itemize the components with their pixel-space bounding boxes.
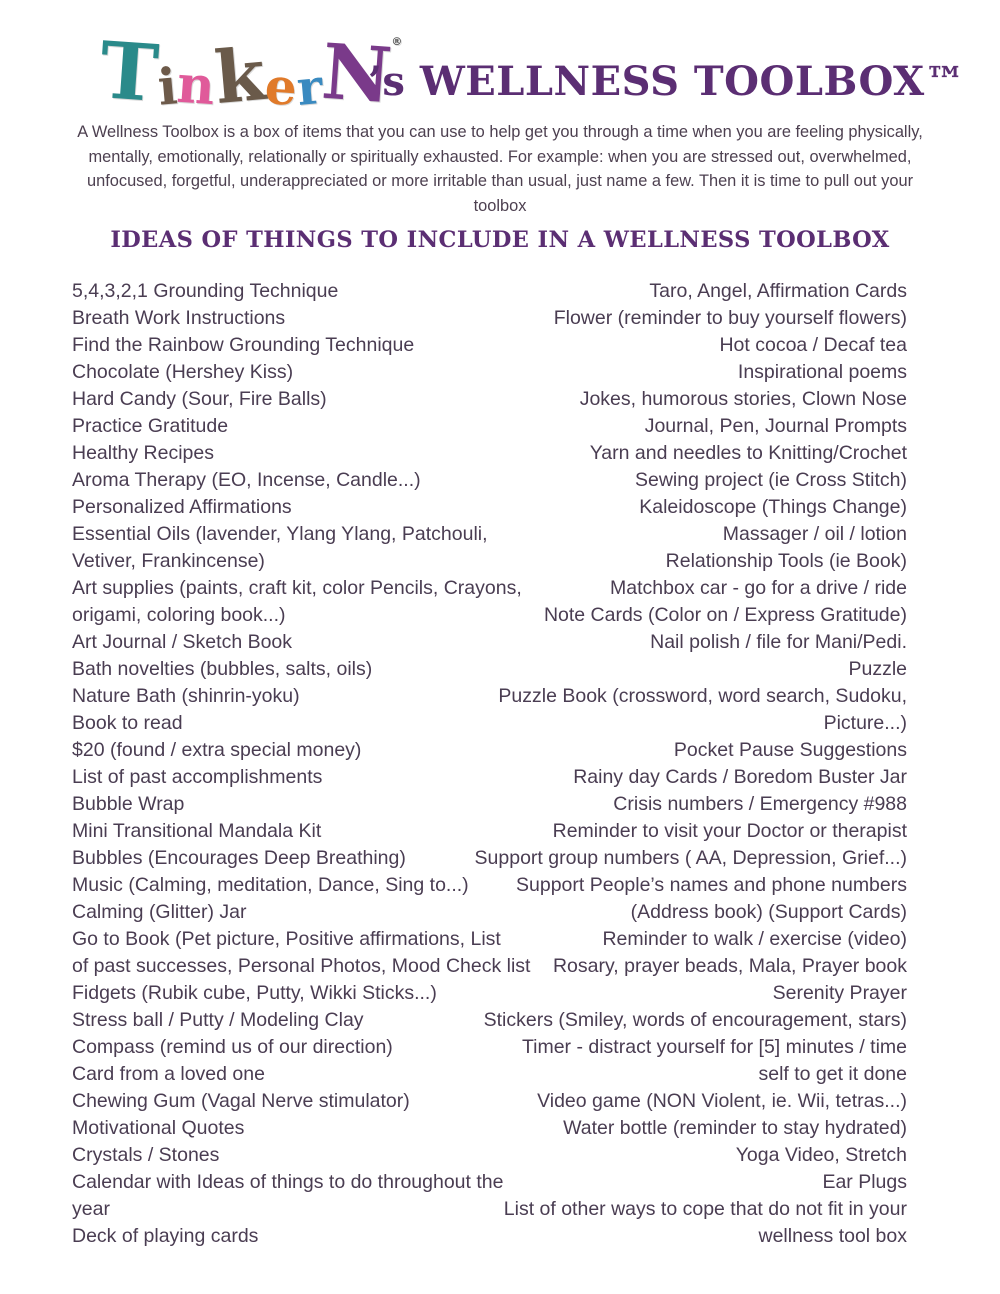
right-list-item: Note Cards (Color on / Express Gratitude): [543, 604, 907, 626]
left-list-item: Calming (Glitter) Jar: [72, 901, 247, 923]
left-list-item: Go to Book (Pet picture, Positive affirmations, List: [72, 928, 501, 950]
left-list-item: Breath Work Instructions: [72, 307, 286, 329]
right-list-item: Kaleidoscope (Things Change): [639, 496, 907, 518]
logo-letter: r: [294, 59, 325, 117]
left-list-item: Healthy Recipes: [72, 442, 214, 464]
left-list-item: Book to read: [72, 712, 183, 734]
right-list-item: Pocket Pause Suggestions: [673, 739, 907, 761]
left-list-item: Bubble Wrap: [72, 793, 185, 815]
left-list-item: Art supplies (paints, craft kit, color Pencils, Crayons,: [72, 577, 522, 599]
left-list-item: Music (Calming, meditation, Dance, Sing to...): [72, 874, 469, 896]
right-list-item: Crisis numbers / Emergency #988: [613, 793, 907, 815]
right-list-item: Massager / oil / lotion: [722, 523, 907, 545]
left-list-item: Practice Gratitude: [72, 415, 229, 437]
right-list-item: Yoga Video, Stretch: [735, 1144, 907, 1166]
right-list-item: Water bottle (reminder to stay hydrated): [563, 1117, 907, 1139]
left-list-item: origami, coloring book...): [72, 604, 286, 626]
right-list-item: List of other ways to cope that do not fit in your: [503, 1198, 907, 1220]
right-list-item: Stickers (Smiley, words of encouragement, stars): [483, 1009, 907, 1031]
intro-paragraph: A Wellness Toolbox is a box of items that you can use to help get you through a time when you are feeling physically, mentally, emotionally, relationally or spiritually exhausted. For example: when you are stressed out, overwhelmed, unfocused, forgetful, underappreciated or more irritable than usual, just name a few. Then it is time to pull out your toolbox: [77, 123, 923, 215]
left-list-item: Vetiver, Frankincense): [72, 550, 265, 572]
left-list-item: Card from a loved one: [72, 1063, 265, 1085]
left-list-item: Motivational Quotes: [72, 1117, 245, 1139]
logo-letter: i: [155, 56, 180, 117]
left-list-item: Crystals / Stones: [72, 1144, 220, 1166]
logo-letter: T: [96, 25, 162, 120]
page-title: ’s WELLNESS TOOLBOX™: [368, 58, 966, 105]
right-list-item: Yarn and needles to Knitting/Crochet: [589, 442, 907, 464]
left-list-item: Nature Bath (shinrin-yoku): [72, 685, 300, 707]
right-list-item: Serenity Prayer: [772, 982, 907, 1004]
right-list-item: wellness tool box: [758, 1225, 907, 1247]
right-list-item: Puzzle Book (crossword, word search, Sudoku,: [498, 685, 907, 707]
right-list-item: Matchbox car - go for a drive / ride: [610, 577, 907, 599]
right-list-item: Taro, Angel, Affirmation Cards: [649, 280, 907, 302]
left-item-list: [72, 278, 531, 1250]
right-list-item: Rainy day Cards / Boredom Buster Jar: [573, 766, 907, 788]
right-list-item: Ear Plugs: [822, 1171, 907, 1193]
logo-letter: N: [318, 26, 395, 121]
logo-letter: e: [262, 55, 299, 118]
right-list-item: Flower (reminder to buy yourself flowers): [553, 307, 907, 329]
right-list-item: Jokes, humorous stories, Clown Nose: [579, 388, 907, 410]
right-list-item: Picture...): [823, 712, 907, 734]
right-list-item: Inspirational poems: [737, 361, 907, 383]
section-heading: IDEAS OF THINGS TO INCLUDE IN A WELLNESS TOOLBOX: [110, 227, 890, 253]
right-list-item: Video game (NON Violent, ie. Wii, tetras...): [537, 1090, 907, 1112]
left-list-item: Bath novelties (bubbles, salts, oils): [72, 658, 373, 680]
left-list-item: 5,4,3,2,1 Grounding Technique: [72, 280, 339, 302]
logo-letter: k: [211, 30, 269, 121]
right-list-item: Rosary, prayer beads, Mala, Prayer book: [552, 955, 907, 977]
right-list-item: Hot cocoa / Decaf tea: [719, 334, 907, 356]
left-list-item: Calendar with Ideas of things to do throughout the: [72, 1171, 504, 1193]
left-list-item: Fidgets (Rubik cube, Putty, Wikki Sticks...): [72, 982, 437, 1004]
left-list-item: Compass (remind us of our direction): [72, 1036, 393, 1058]
right-list-item: Sewing project (ie Cross Stitch): [634, 469, 907, 491]
right-list-item: (Address book) (Support Cards): [630, 901, 907, 923]
right-item-list: [467, 278, 907, 1250]
left-list-item: $20 (found / extra special money): [72, 739, 362, 761]
left-list-item: Bubbles (Encourages Deep Breathing): [72, 847, 406, 869]
left-list-item: Chocolate (Hershey Kiss): [72, 361, 294, 383]
left-list-item: Hard Candy (Sour, Fire Balls): [72, 388, 327, 410]
right-list-item: Puzzle: [848, 658, 907, 680]
right-list-item: Relationship Tools (ie Book): [665, 550, 907, 572]
logo-letter: n: [175, 53, 217, 118]
right-list-item: Support People’s names and phone numbers: [516, 874, 907, 896]
left-list-item: Deck of playing cards: [72, 1225, 259, 1247]
left-list-item: Stress ball / Putty / Modeling Clay: [72, 1009, 364, 1031]
left-list-item: Art Journal / Sketch Book: [72, 631, 293, 653]
left-list-item: Chewing Gum (Vagal Nerve stimulator): [72, 1090, 410, 1112]
right-list-item: Reminder to visit your Doctor or therapist: [552, 820, 907, 842]
right-list-item: Reminder to walk / exercise (video): [602, 928, 907, 950]
right-list-item: Support group numbers ( AA, Depression, Grief...): [474, 847, 907, 869]
left-list-item: year: [72, 1198, 110, 1220]
left-list-item: Aroma Therapy (EO, Incense, Candle...): [72, 469, 421, 491]
right-list-item: self to get it done: [758, 1063, 907, 1085]
right-list-item: Journal, Pen, Journal Prompts: [644, 415, 907, 437]
left-list-item: Find the Rainbow Grounding Technique: [72, 334, 415, 356]
registered-mark: ®: [391, 35, 403, 48]
brand-logo: [96, 25, 403, 121]
left-list-item: Personalized Affirmations: [72, 496, 292, 518]
right-list-item: Nail polish / file for Mani/Pedi.: [650, 631, 907, 653]
header: [0, 22, 1000, 121]
left-list-item: List of past accomplishments: [72, 766, 323, 788]
right-list-item: Timer - distract yourself for [5] minutes / time: [521, 1036, 907, 1058]
left-list-item: Essential Oils (lavender, Ylang Ylang, Patchouli,: [72, 523, 488, 545]
left-list-item: of past successes, Personal Photos, Mood Check list: [72, 955, 531, 977]
left-list-item: Mini Transitional Mandala Kit: [72, 820, 322, 842]
